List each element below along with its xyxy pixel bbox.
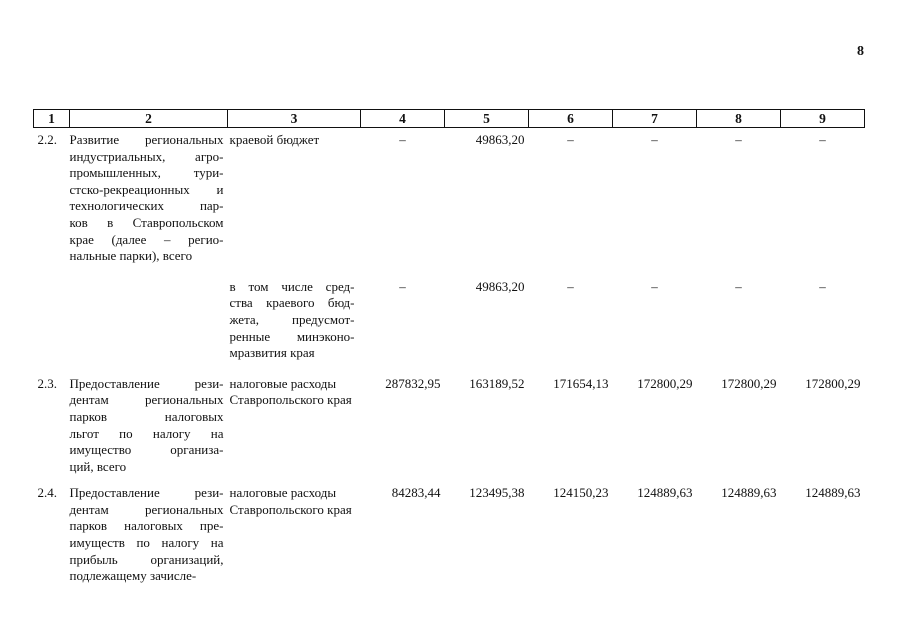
value-cell-col7: – [651,132,658,147]
column-header: 4 [361,110,445,128]
row-index: 2.4. [37,485,57,501]
budget-table [33,109,865,585]
row-index [34,265,70,362]
table-row [34,362,865,476]
column-header: 3 [228,110,361,128]
value-cell-col5: 49863,20 [475,278,525,294]
funding-source: в том числе сред- ства краевого бюд- жета, предусмот- ренные минэконо- мразвития края [229,278,355,361]
value-cell-col9: – [819,278,826,294]
value-cell-col6: – [567,132,574,147]
value-cell-col4: – [399,278,406,294]
row-index: 2.3. [37,375,57,391]
value-cell-col4: – [399,132,406,147]
table-header [34,110,865,128]
value-cell-col9: 172800,29 [805,375,861,391]
column-header: 1 [34,110,70,128]
value-cell-col6: 171654,13 [553,375,609,391]
value-cell-col4: 287832,95 [385,375,441,391]
funding-source: налоговые расходы Ставропольского края [229,375,352,408]
row-name [70,265,228,362]
column-header: 6 [529,110,613,128]
row-name: Предоставление рези- дентам региональных парков налоговых пре- имуществ по налогу на прибыль организаций, подлежащему зачисле- [69,485,224,584]
value-cell-col7: 124889,63 [637,485,693,501]
row-index: 2.2. [37,132,57,147]
row-name: Предоставление рези- дентам региональных парков налоговых льгот по налогу на имущество организа- ций, всего [69,375,224,474]
value-cell-col5: 49863,20 [475,132,525,147]
page-number: 8 [857,44,864,59]
funding-source: краевой бюджет [229,132,320,147]
column-header: 7 [613,110,697,128]
value-cell-col5: 123495,38 [469,485,525,501]
column-header: 9 [781,110,865,128]
header-row [34,110,865,128]
row-name: Развитие региональных индустриальных, агро- промышленных, тури- стско-рекреационных и технологических пар- ков в Ставропольском крае (далее – регио- нальные парки), всего [69,132,224,264]
value-cell-col7: – [651,278,658,294]
column-header: 8 [697,110,781,128]
funding-source: налоговые расходы Ставропольского края [229,485,352,517]
table-body [34,128,865,585]
value-cell-col7: 172800,29 [637,375,693,391]
value-cell-col6: – [567,278,574,294]
value-cell-col9: 124889,63 [805,485,861,501]
value-cell-col4: 84283,44 [391,485,441,501]
value-cell-col5: 163189,52 [469,375,525,391]
table-row [34,128,865,265]
value-cell-col8: – [735,132,742,147]
value-cell-col9: – [819,132,826,147]
value-cell-col8: 172800,29 [721,375,777,391]
value-cell-col8: 124889,63 [721,485,777,501]
column-header: 2 [70,110,228,128]
column-header: 5 [445,110,529,128]
table-row [34,475,865,585]
table-row [34,265,865,362]
value-cell-col6: 124150,23 [553,485,609,501]
value-cell-col8: – [735,278,742,294]
